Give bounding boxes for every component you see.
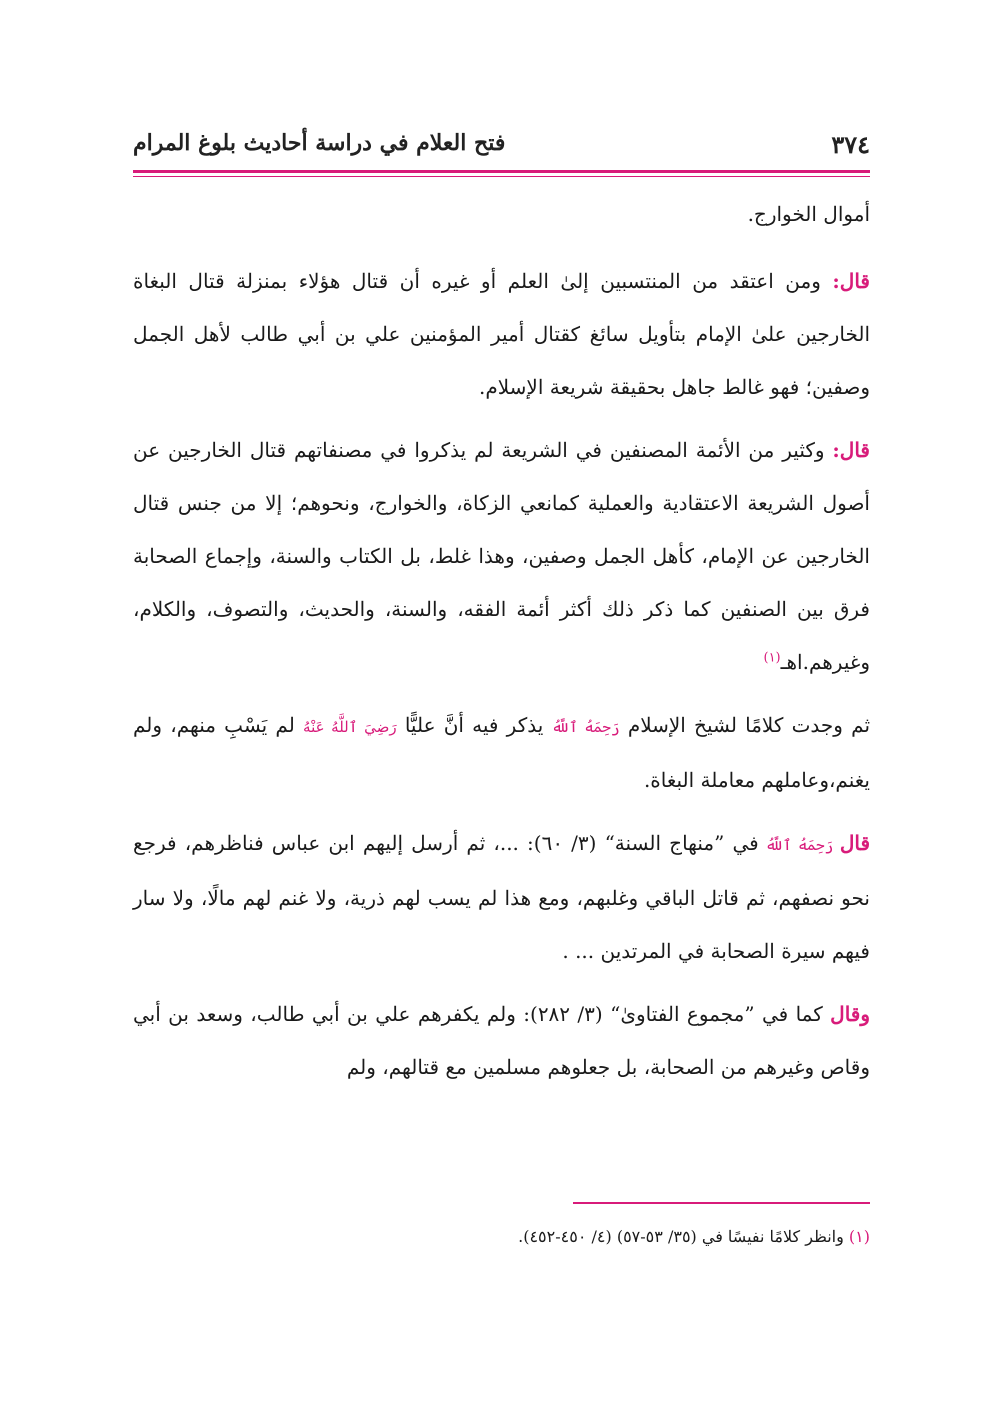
paragraph-3 (133, 424, 870, 689)
paragraph-text: وكثير من الأئمة المصنفين في الشريعة لم يذكروا في مصنفاتهم قتال الخارجين عن أصول الشريعة الاعتقادية والعملية كمانعي الزكاة، والخوارج، ونحوهم؛ إلا من جنس قتال الخارجين عن الإمام، كأهل الجمل وصفين، وهذا غلط، بل الكتاب والسنة، وإجماع الصحابة فرق بين الصنفين كما ذكر ذلك أكثر أئمة الفقه، والسنة، والحديث، والتصوف، والكلام، وغيرهم.اهـ (133, 438, 870, 674)
qala-keyword: قال: (832, 438, 870, 462)
footnote-number: (١) (848, 1227, 870, 1246)
book-title: فتح العلام في دراسة أحاديث بلوغ المرام (133, 130, 506, 156)
footnote-text: وانظر كلامًا نفيسًا في (٣٥/ ٥٣-٥٧) (٤/ ٤٥٠-٤٥٢). (518, 1227, 849, 1246)
paragraph-text: في ”منهاج السنة“ (٣/ ٦٠): ...، ثم أرسل إليهم ابن عباس فناظرهم، فرجع نحو نصفهم، ثم قاتل الباقي وغلبهم، ومع هذا لم يسب لهم ذرية، ولا غنم لهم مالًا، ولا سار فيهم سيرة الصحابة في المرتدين ... . (133, 831, 870, 963)
paragraph-text: لم يَسْبِ منهم، ولم يغنم،وعاملهم معاملة البغاة. (133, 713, 870, 792)
paragraph-text: كما في ”مجموع الفتاوىٰ“ (٣/ ٢٨٢): ولم يكفرهم علي بن أبي طالب، وسعد بن أبي وقاص وغيرهم من الصحابة، بل جعلوهم مسلمين مع قتالهم، ولم (133, 1002, 870, 1079)
paragraph-text: يذكر فيه أنَّ عليًّا (396, 713, 552, 737)
paragraph-text: أموال الخوارج. (747, 202, 870, 226)
footnote-separator (573, 1202, 870, 1204)
footnote-reference[interactable]: (١) (763, 650, 781, 666)
paragraph-4 (133, 699, 870, 807)
paragraph-6 (133, 988, 870, 1094)
qala-keyword: قال (839, 831, 870, 855)
footnote (133, 1224, 870, 1250)
honorific-radiyallahu: رَضِيَ ٱللَّهُ عَنْهُ (303, 718, 397, 736)
qala-keyword: قال: (832, 269, 870, 293)
page-header (133, 128, 870, 168)
header-rule-thin (133, 176, 870, 177)
header-rule-thick (133, 170, 870, 173)
honorific-rahimahullah: رَحِمَهُ ٱللَّهُ (758, 836, 840, 854)
honorific-rahimahullah: رَحِمَهُ ٱللَّهُ (551, 718, 620, 736)
main-text (133, 188, 870, 1104)
paragraph-2 (133, 255, 870, 414)
paragraph-text: ثم وجدت كلامًا لشيخ الإسلام (619, 713, 871, 737)
waqala-keyword: وقال (830, 1002, 870, 1026)
page-number: ٣٧٤ (831, 130, 870, 159)
paragraph-text: ومن اعتقد من المنتسبين إلىٰ العلم أو غيره أن قتال هؤلاء بمنزلة قتال البغاة الخارجين علىٰ الإمام بتأويل سائغ كقتال أمير المؤمنين علي بن أبي طالب لأهل الجمل وصفين؛ فهو غالط جاهل بحقيقة شريعة الإسلام. (133, 269, 870, 399)
paragraph-1 (133, 188, 870, 241)
paragraph-5 (133, 817, 870, 978)
